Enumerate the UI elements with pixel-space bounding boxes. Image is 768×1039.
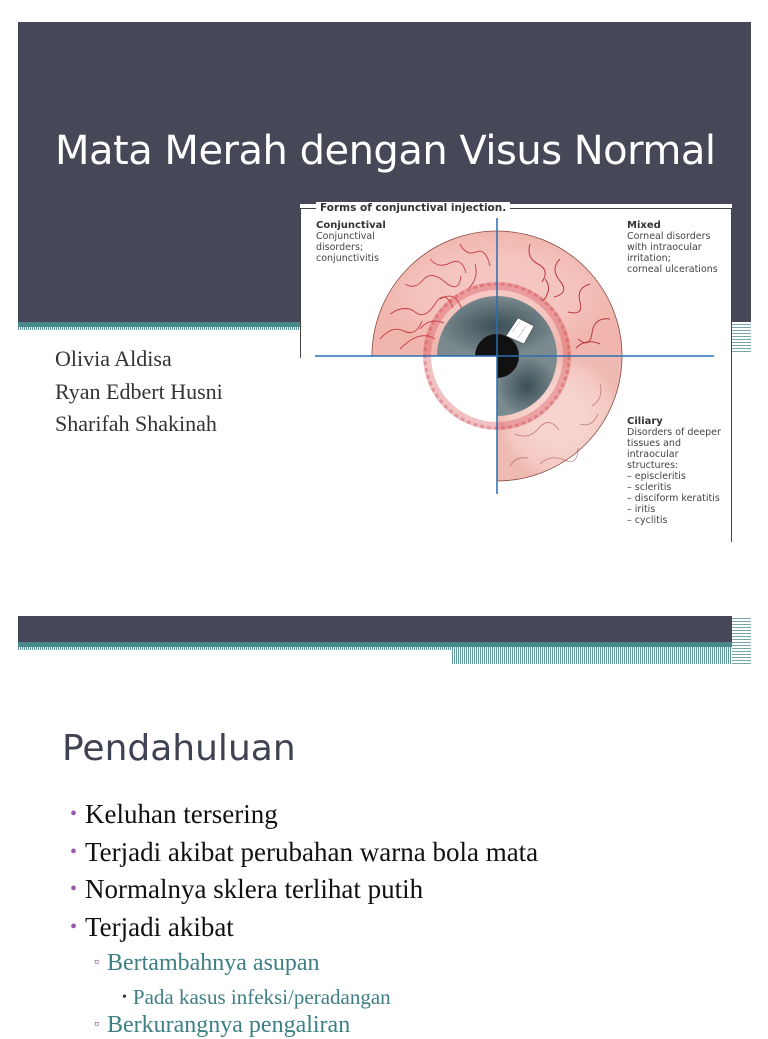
figure-caption: Forms of conjunctival injection.	[316, 202, 510, 214]
author-list	[55, 343, 223, 441]
mixed-label: Mixed Corneal disorders with intraocular irritation; corneal ulcerations	[627, 220, 718, 275]
ciliary-label: Ciliary Disorders of deeper tissues and intraocular structures: – episcleritis – scleritis – disciform keratitis – iritis – cyclitis	[627, 416, 721, 526]
accent-hatch-block	[452, 650, 751, 664]
author-name: Sharifah Shakinah	[55, 411, 217, 436]
accent-hatch-right	[732, 616, 751, 664]
bullet-item: • Keluhan tersering	[70, 799, 278, 829]
accent-hatch-right	[732, 322, 751, 352]
header-band	[18, 616, 751, 642]
conjunctival-injection-figure	[300, 204, 732, 542]
content-slide	[0, 600, 768, 1038]
author-name: Ryan Edbert Husni	[55, 378, 223, 404]
bullet-item: • Terjadi akibat perubahan warna bola mata	[70, 837, 539, 867]
sub-bullet-item: ▫ Bertambahnya asupan	[94, 950, 320, 976]
slide-heading: Pendahuluan	[62, 728, 296, 769]
sub-sub-bullet-item: • Pada kasus infeksi/peradangan	[122, 985, 391, 1009]
bullet-item: • Terjadi akibat	[70, 912, 234, 942]
bullet-item: • Normalnya sklera terlihat putih	[70, 874, 424, 904]
author-name: Olivia Aldisa	[55, 346, 172, 371]
slide-title: Mata Merah dengan Visus Normal	[55, 128, 716, 174]
sub-bullet-item-cutoff: ▫ Berkurangnya pengaliran	[94, 1012, 351, 1038]
conjunctival-label: Conjunctival Conjunctival disorders; conjunctivitis	[316, 220, 386, 264]
